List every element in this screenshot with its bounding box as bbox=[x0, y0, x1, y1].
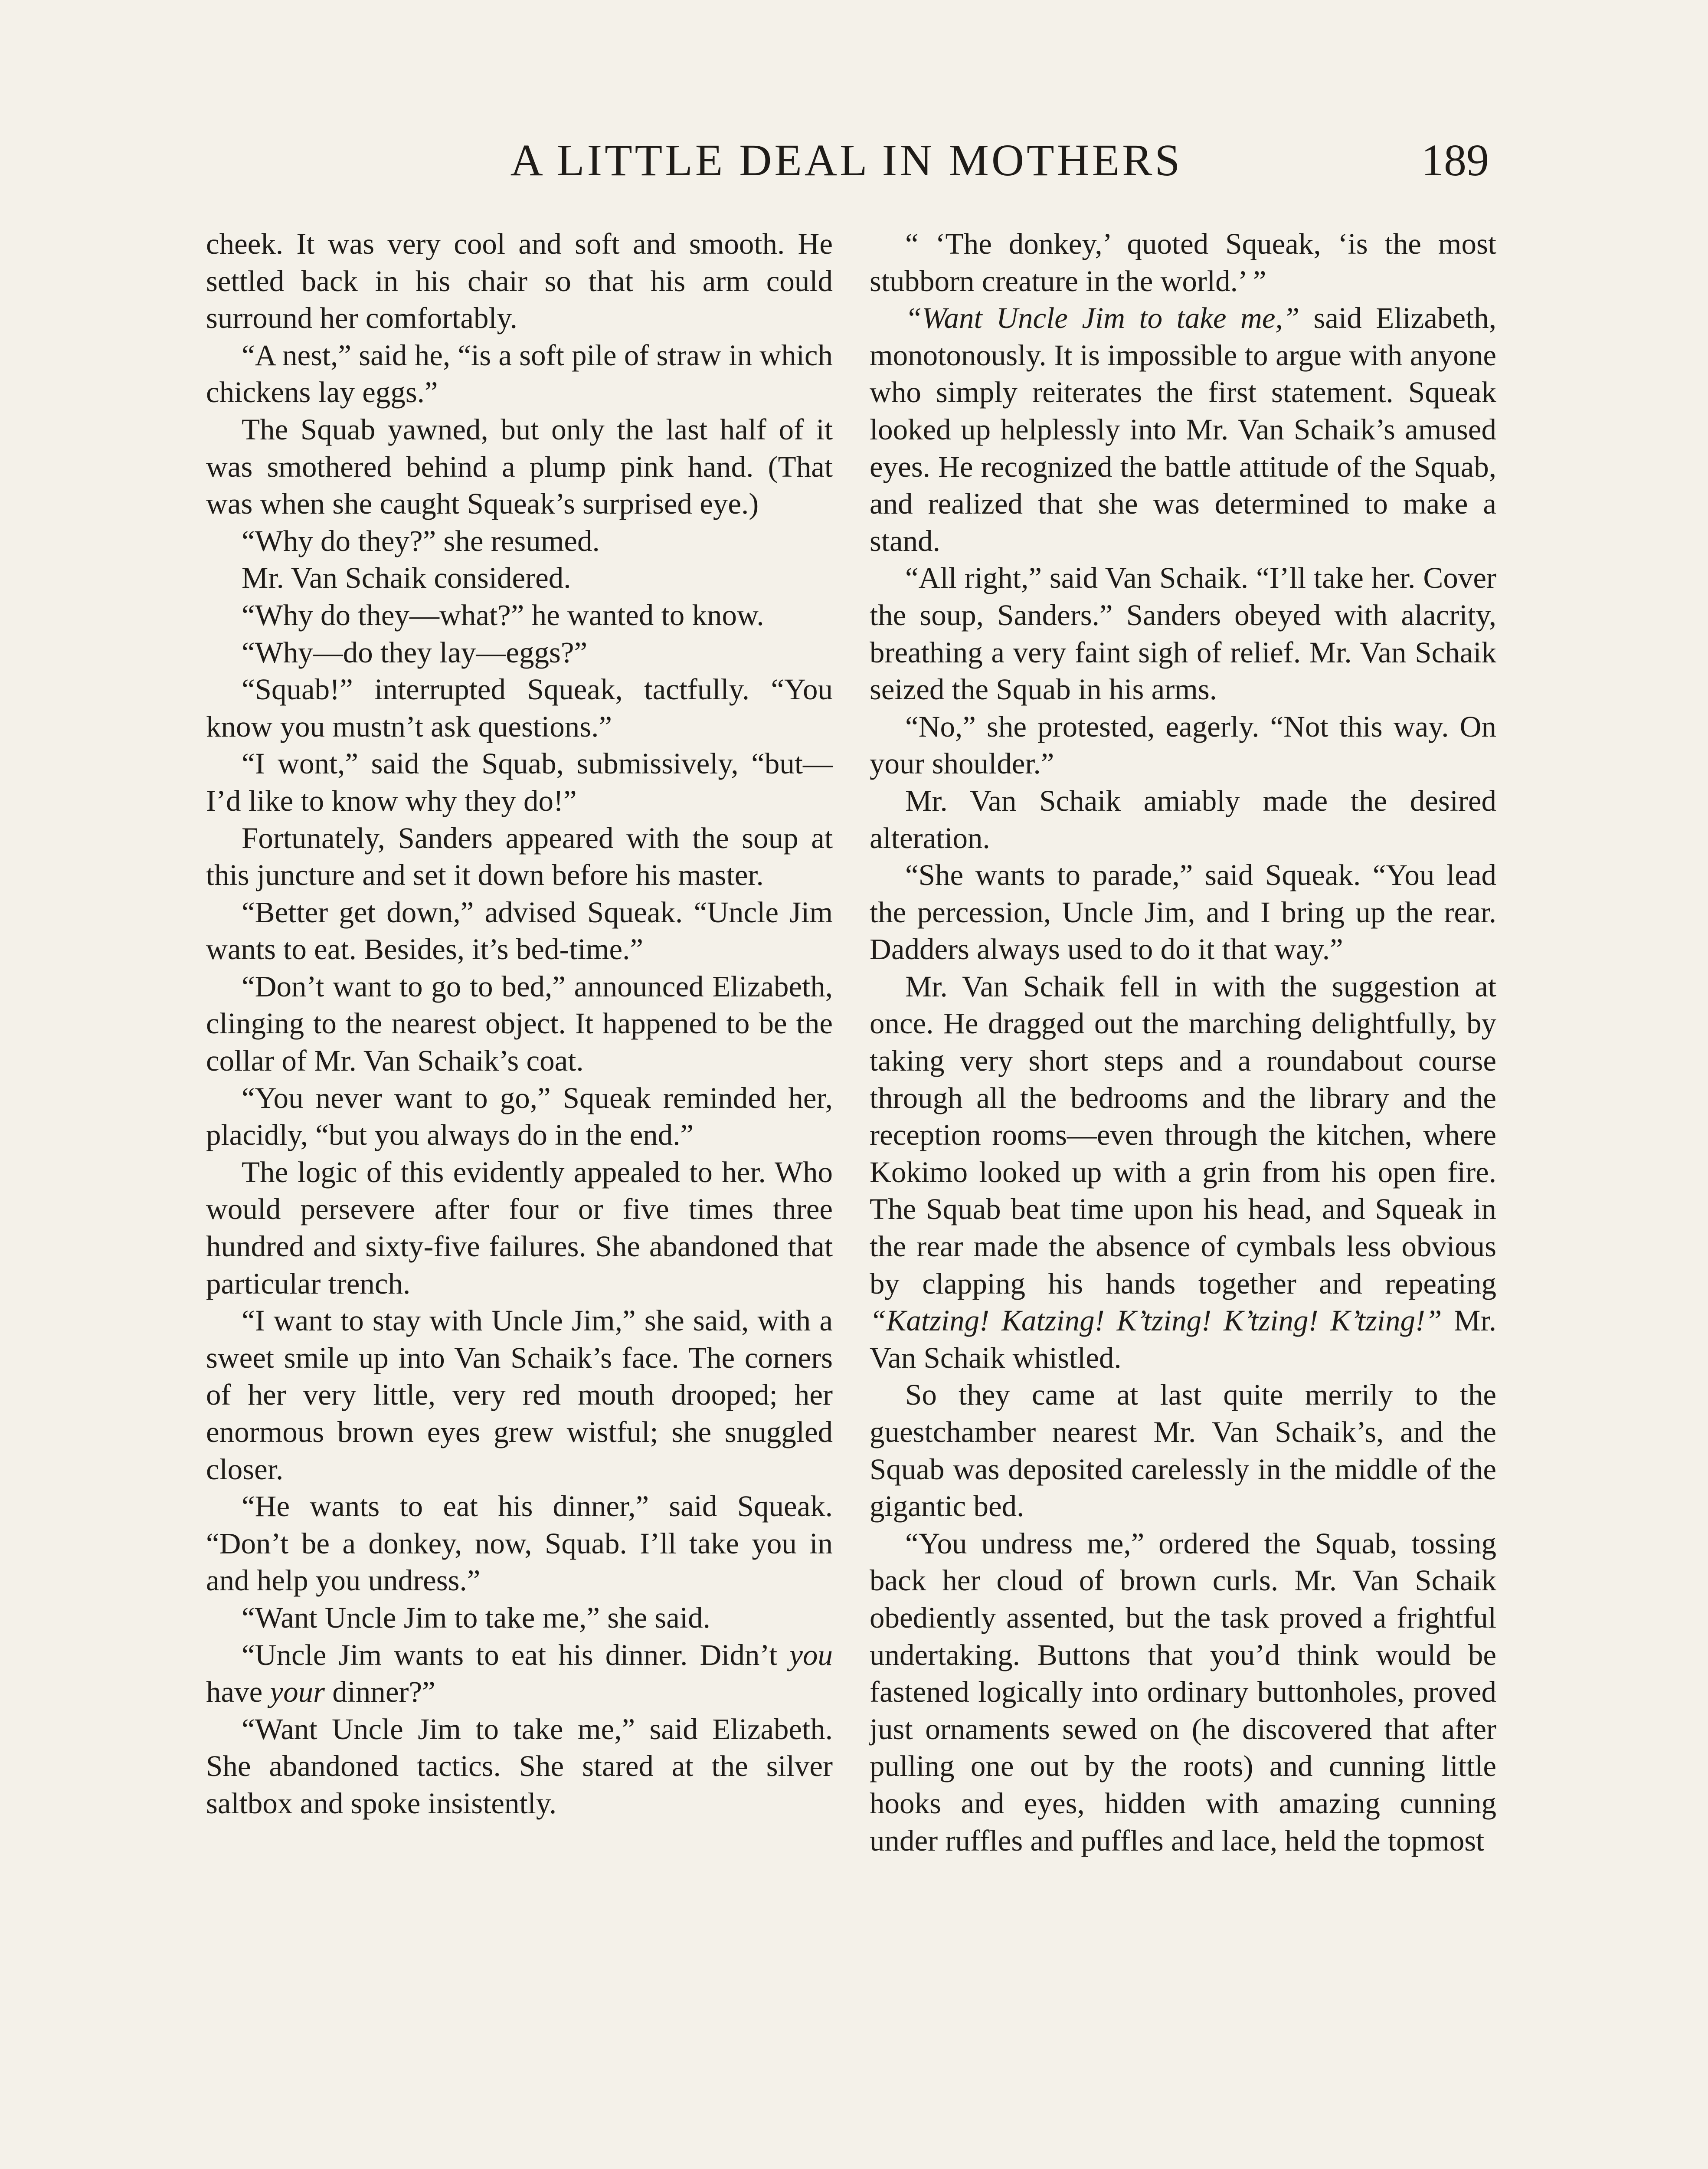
page-number: 189 bbox=[1421, 135, 1489, 185]
paragraph: “All right,” said Van Schaik. “I’ll take her. Cover the soup, Sanders.” Sanders obeyed with alacrity, breathing a very faint sigh of relief. Mr. Van Schaik seized the Squab in his arms. bbox=[870, 561, 1496, 706]
paragraph: “Don’t want to go to bed,” announced Elizabeth, clinging to the nearest object. It happened to be the collar of Mr. Van Schaik’s coat. bbox=[206, 970, 833, 1078]
paragraph: “You undress me,” ordered the Squab, tossing back her cloud of brown curls. Mr. Van Schaik obediently assented, but the task proved a frightful undertaking. Buttons that you’d think would be fastened logically into ordinary buttonholes, proved just ornaments sewed on (he discovered that after pulling one out by the roots) and cunning little hooks and eyes, hidden with amazing cunning under ruffles and puffles and lace, held the topmost bbox=[870, 1527, 1496, 1857]
paragraph: “Why do they?” she resumed. bbox=[242, 524, 600, 557]
paragraph: “Better get down,” advised Squeak. “Uncle Jim wants to eat. Besides, it’s bed-time.” bbox=[206, 895, 833, 966]
paragraph: Fortunately, Sanders appeared with the soup at this juncture and set it down before his master. bbox=[206, 821, 833, 892]
paragraph: “Want Uncle Jim to take me,” she said. bbox=[242, 1601, 710, 1634]
paragraph: “I wont,” said the Squab, submissively, “but—I’d like to know why they do!” bbox=[206, 747, 833, 817]
paragraph: cheek. It was very cool and soft and smooth. He settled back in his chair so that his arm could surround her comfortably. bbox=[206, 227, 833, 335]
paragraph: “He wants to eat his dinner,” said Squeak. “Don’t be a donkey, now, Squab. I’ll take you in and help you undress.” bbox=[206, 1490, 833, 1597]
running-title: A LITTLE DEAL IN MOTHERS bbox=[510, 135, 1183, 185]
text-column-left bbox=[206, 226, 833, 1822]
paragraph: “You never want to go,” Squeak reminded her, placidly, “but you always do in the end.” bbox=[206, 1081, 833, 1152]
paragraph: The Squab yawned, but only the last half of it was smothered behind a plump pink hand. (That was when she caught Squeak’s surprised eye.) bbox=[206, 413, 833, 521]
paragraph-continuation: “Katzing! Katzing! K’tzing! K’tzing! K’tzing!” Mr. Van Schaik whistled. bbox=[870, 1304, 1497, 1374]
paragraph: “No,” she protested, eagerly. “Not this way. On your shoulder.” bbox=[870, 710, 1496, 780]
paragraph: “A nest,” said he, “is a soft pile of straw in which chickens lay eggs.” bbox=[206, 338, 833, 409]
paragraph: “Want Uncle Jim to take me,” said Elizabeth. She abandoned tactics. She stared at the silver saltbox and spoke insistently. bbox=[206, 1712, 833, 1820]
paragraph: Mr. Van Schaik considered. bbox=[242, 561, 571, 595]
paragraph: The logic of this evidently appealed to her. Who would persevere after four or five times three hundred and sixty-five failures. She abandoned that particular trench. bbox=[206, 1155, 833, 1300]
paragraph: “Want Uncle Jim to take me,” said Elizabeth, monotonously. It is impossible to argue with anyone who simply reiterates the first statement. Squeak looked up helplessly into Mr. Van Schaik’s amused eyes. He recognized the battle attitude of the Squab, and realized that she was determined to make a stand. bbox=[870, 301, 1496, 557]
page-header bbox=[204, 128, 1489, 193]
paragraph: “Why do they—what?” he wanted to know. bbox=[242, 598, 764, 632]
text-column-right bbox=[870, 226, 1496, 1859]
paragraph: “Why—do they lay—eggs?” bbox=[242, 636, 588, 669]
paragraph: “Squab!” interrupted Squeak, tactfully. “You know you mustn’t ask questions.” bbox=[206, 673, 833, 743]
paragraph: So they came at last quite merrily to the guestchamber nearest Mr. Van Schaik’s, and the Squab was deposited carelessly in the middle of the gigantic bed. bbox=[870, 1378, 1496, 1523]
paragraph: “ ‘The donkey,’ quoted Squeak, ‘is the most stubborn creature in the world.’ ” bbox=[870, 227, 1496, 298]
paragraph: “Uncle Jim wants to eat his dinner. Didn’t you have your dinner?” bbox=[206, 1638, 833, 1709]
paragraph: “She wants to parade,” said Squeak. “You lead the percession, Uncle Jim, and I bring up the rear. Dadders always used to do it that way.” bbox=[870, 858, 1496, 966]
paragraph: “I want to stay with Uncle Jim,” she said, with a sweet smile up into Van Schaik’s face. The corners of her very little, very red mouth drooped; her enormous brown eyes grew wistful; she snuggled closer. bbox=[206, 1304, 833, 1486]
paragraph: Mr. Van Schaik fell in with the suggestion at once. He dragged out the marching delightfully, by taking very short steps and a roundabout course through all the bedrooms and the library and the reception rooms—even through the kitchen, where Kokimo looked up with a grin from his open fire. The Squab beat time upon his head, and Squeak in the rear made the absence of cymbals less obvious by clapping his hands together and repeating “Katzing! Katzing! K’tzing! K’tzing! K’tzing!” Mr. Van Schaik whistled. bbox=[870, 970, 1497, 1374]
paragraph: Mr. Van Schaik amiably made the desired alteration. bbox=[870, 784, 1496, 855]
